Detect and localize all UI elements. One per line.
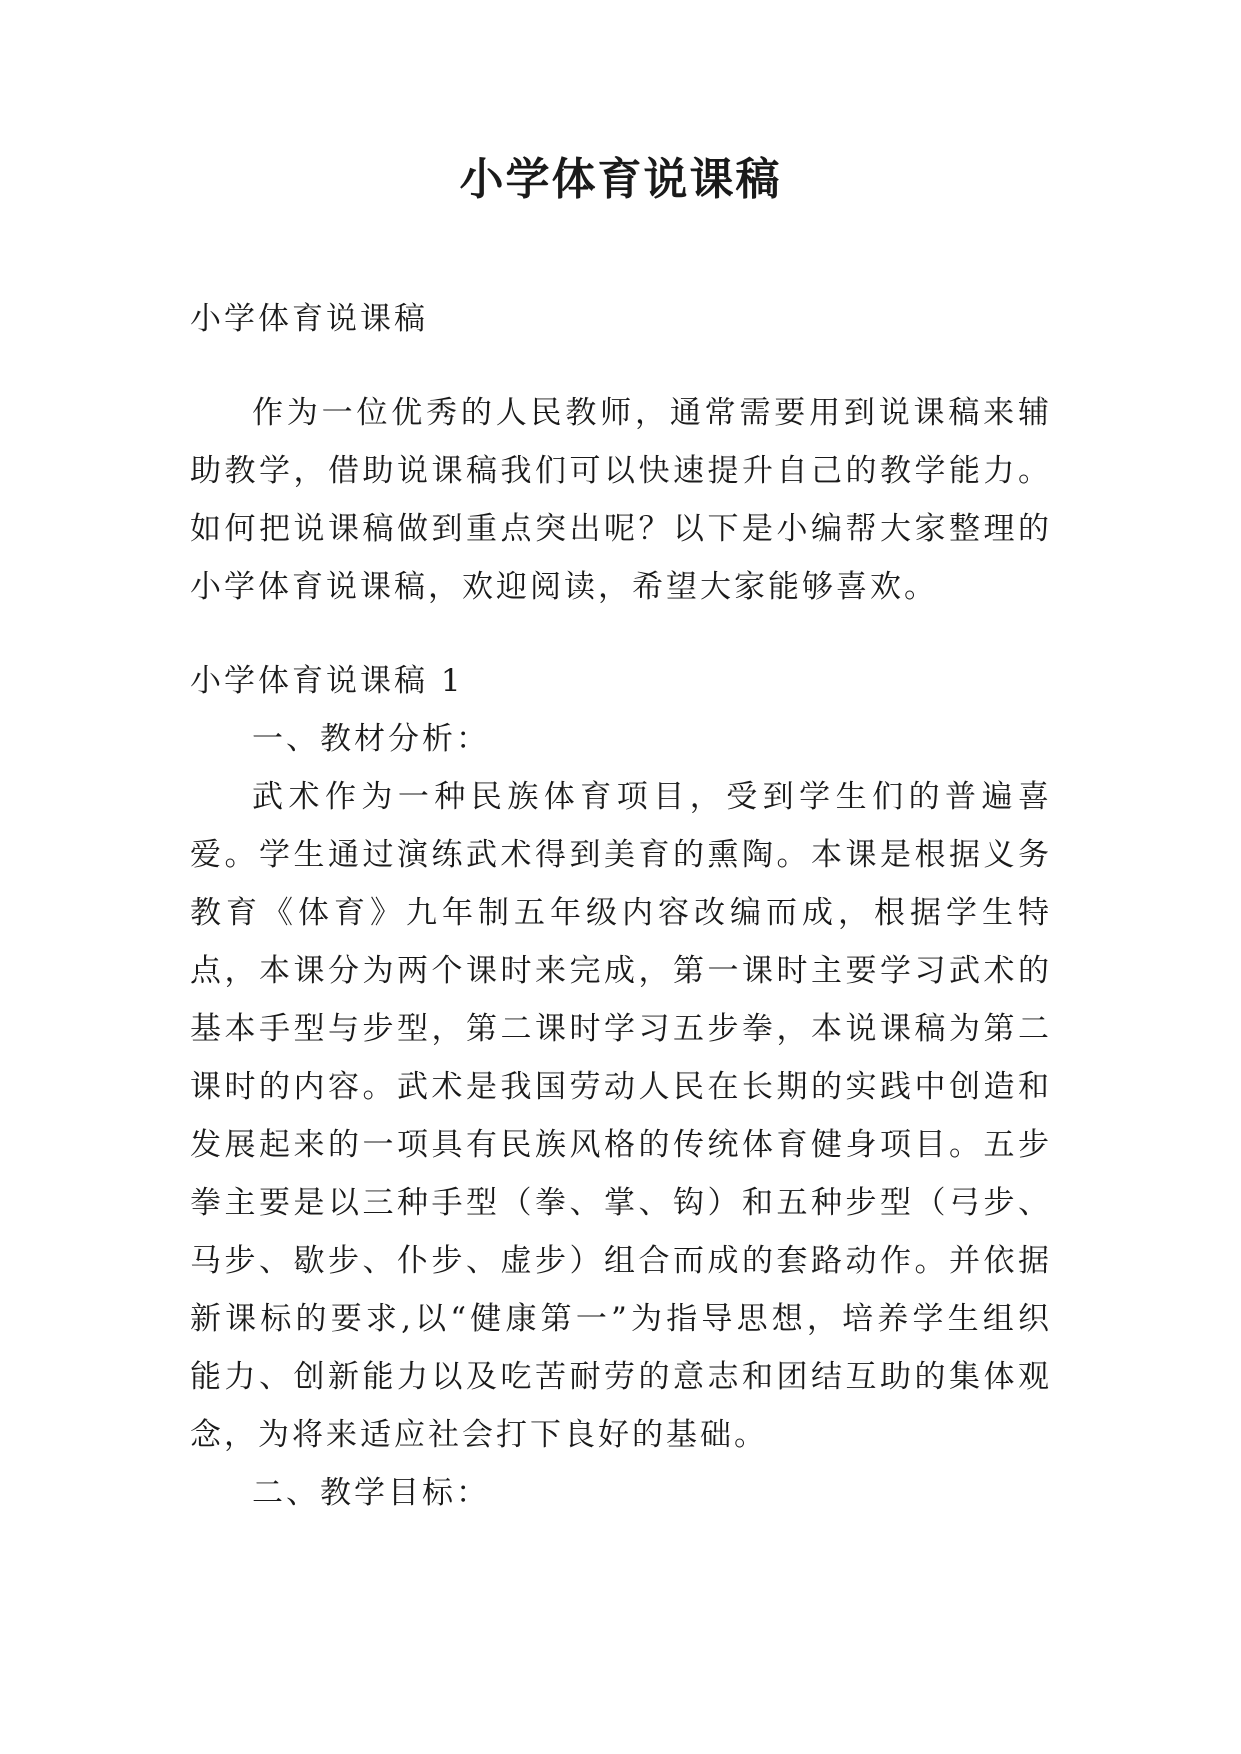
intro-paragraph: 作为一位优秀的人民教师，通常需要用到说课稿来辅助教学，借助说课稿我们可以快速提升自己的教学能力。如何把说课稿做到重点突出呢？以下是小编帮大家整理的小学体育说课稿，欢迎阅读，希望大家能够喜欢。 [190, 395, 1052, 605]
document-subtitle: 小学体育说课稿 [190, 301, 428, 337]
document-title: 小学体育说课稿 [459, 154, 782, 205]
part-heading: 二、教学目标： [252, 1475, 490, 1511]
body-paragraph: 武术作为一种民族体育项目，受到学生们的普遍喜爱。学生通过演练武术得到美育的熏陶。本课是根据义务教育《体育》九年制五年级内容改编而成，根据学生特点，本课分为两个课时来完成，第一课时主要学习武术的基本手型与步型，第二课时学习五步拳，本说课稿为第二课时的内容。武术是我国劳动人民在长期的实践中创造和发展起来的一项具有民族风格的传统体育健身项目。五步拳主要是以三种手型（拳、掌、钩）和五种步型（弓步、马步、歇步、仆步、虚步）组合而成的套路动作。并依据新课标的要求,以“健康第一”为指导思想，培养学生组织能力、创新能力以及吃苦耐劳的意志和团结互助的集体观念，为将来适应社会打下良好的基础。 [190, 779, 1052, 1453]
document-body [190, 290, 1052, 1522]
spacer [190, 348, 1052, 384]
part-heading: 一、教材分析： [252, 721, 490, 757]
spacer [190, 616, 1052, 652]
section-heading: 小学体育说课稿 1 [190, 663, 464, 699]
